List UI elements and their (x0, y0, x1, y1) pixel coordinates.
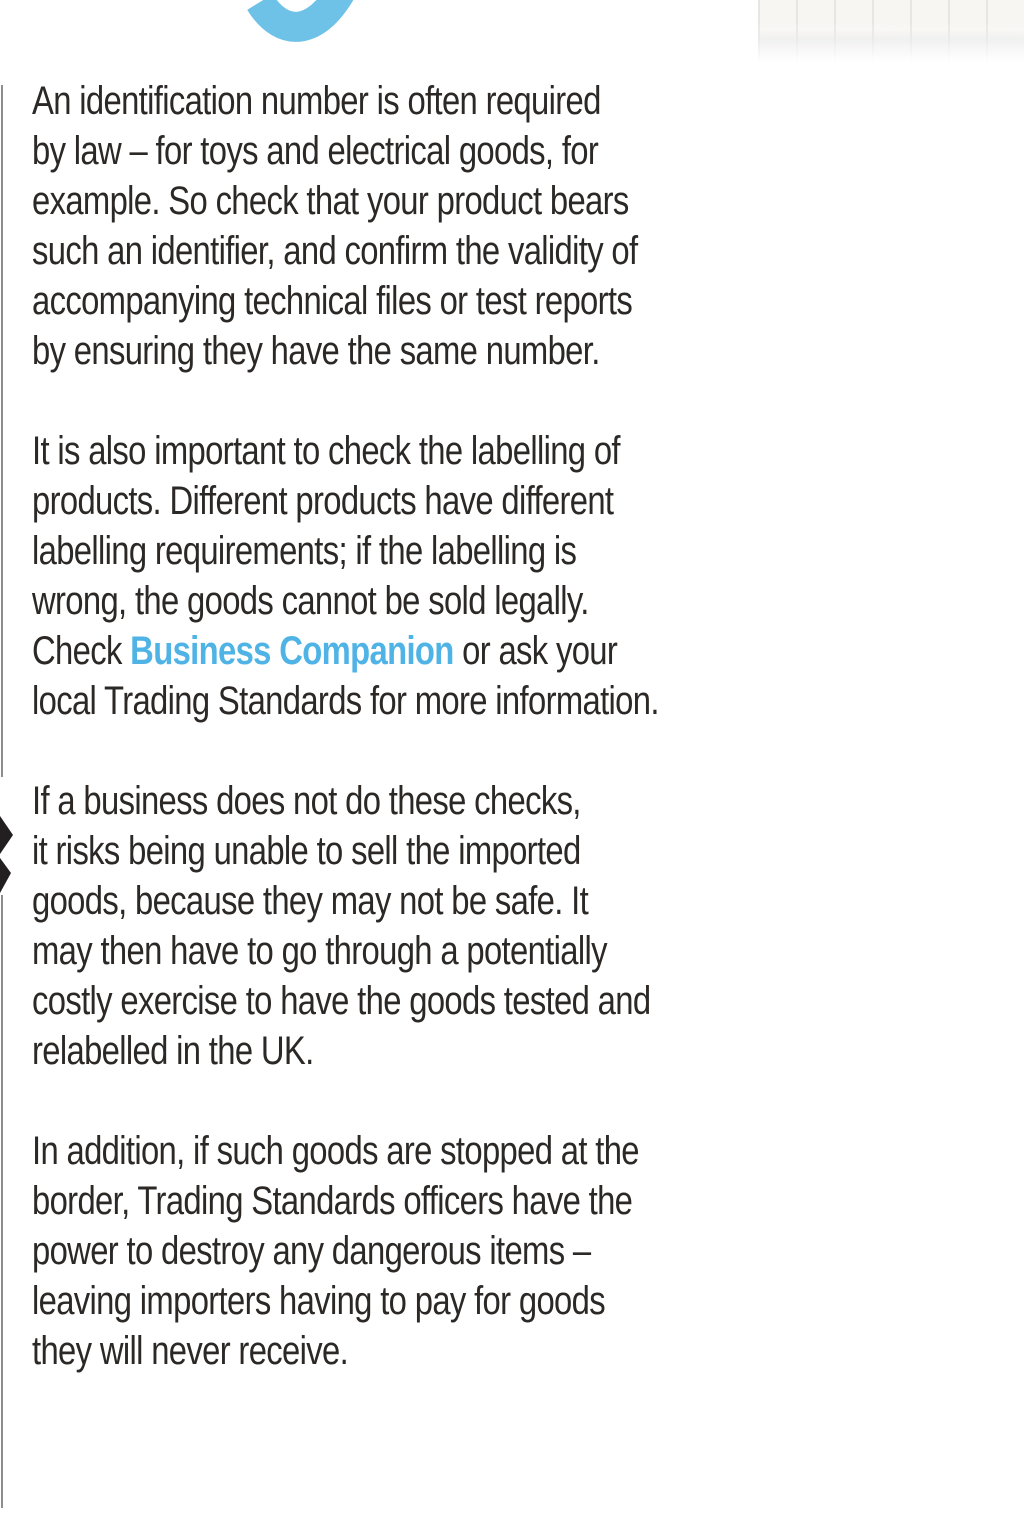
paragraph-identification-number (32, 76, 721, 376)
text-line: products. Different products have different (32, 479, 614, 523)
text-line: costly exercise to have the goods tested and (32, 979, 651, 1023)
link-line-after: or ask your (453, 629, 618, 673)
text-line: by law – for toys and electrical goods, for (32, 129, 599, 173)
text-line: If a business does not do these checks, (32, 779, 581, 823)
text-line: local Trading Standards for more information. (32, 679, 659, 723)
text-line: power to destroy any dangerous items – (32, 1229, 591, 1273)
text-line: by ensuring they have the same number. (32, 329, 600, 373)
left-edge-rule-top (1, 85, 3, 777)
text-line (32, 626, 721, 676)
text-line: It is also important to check the labelling of (32, 429, 620, 473)
large-number-curve-icon (246, 0, 362, 48)
zigzag-icon (0, 814, 14, 894)
text-line: such an identifier, and confirm the validity of (32, 229, 638, 273)
text-line: relabelled in the UK. (32, 1029, 314, 1073)
text-line: they will never receive. (32, 1329, 349, 1373)
text-line: accompanying technical files or test reports (32, 279, 633, 323)
faded-photo-fragment (758, 0, 1024, 72)
paragraph-border-destruction (32, 1126, 721, 1376)
business-companion-link[interactable]: Business Companion (130, 629, 454, 673)
link-line-before: Check (32, 629, 131, 673)
text-line: leaving importers having to pay for goods (32, 1279, 605, 1323)
text-line: labelling requirements; if the labelling is (32, 529, 577, 573)
paragraph-checks-risk (32, 776, 721, 1076)
text-line: may then have to go through a potentially (32, 929, 607, 973)
text-line: example. So check that your product bears (32, 179, 629, 223)
text-line: border, Trading Standards officers have the (32, 1179, 633, 1223)
large-number-fragment (246, 0, 362, 48)
text-line: In addition, if such goods are stopped at the (32, 1129, 639, 1173)
article-body (32, 76, 721, 1426)
text-line: it risks being unable to sell the imported (32, 829, 581, 873)
text-line: wrong, the goods cannot be sold legally. (32, 579, 589, 623)
zigzag-graphic-fragment (0, 814, 14, 894)
left-edge-rule-bottom (1, 895, 3, 1508)
text-line: goods, because they may not be safe. It (32, 879, 589, 923)
paragraph-labelling (32, 426, 721, 726)
paragraph-labelling-lines (32, 426, 721, 626)
text-line: An identification number is often required (32, 79, 601, 123)
